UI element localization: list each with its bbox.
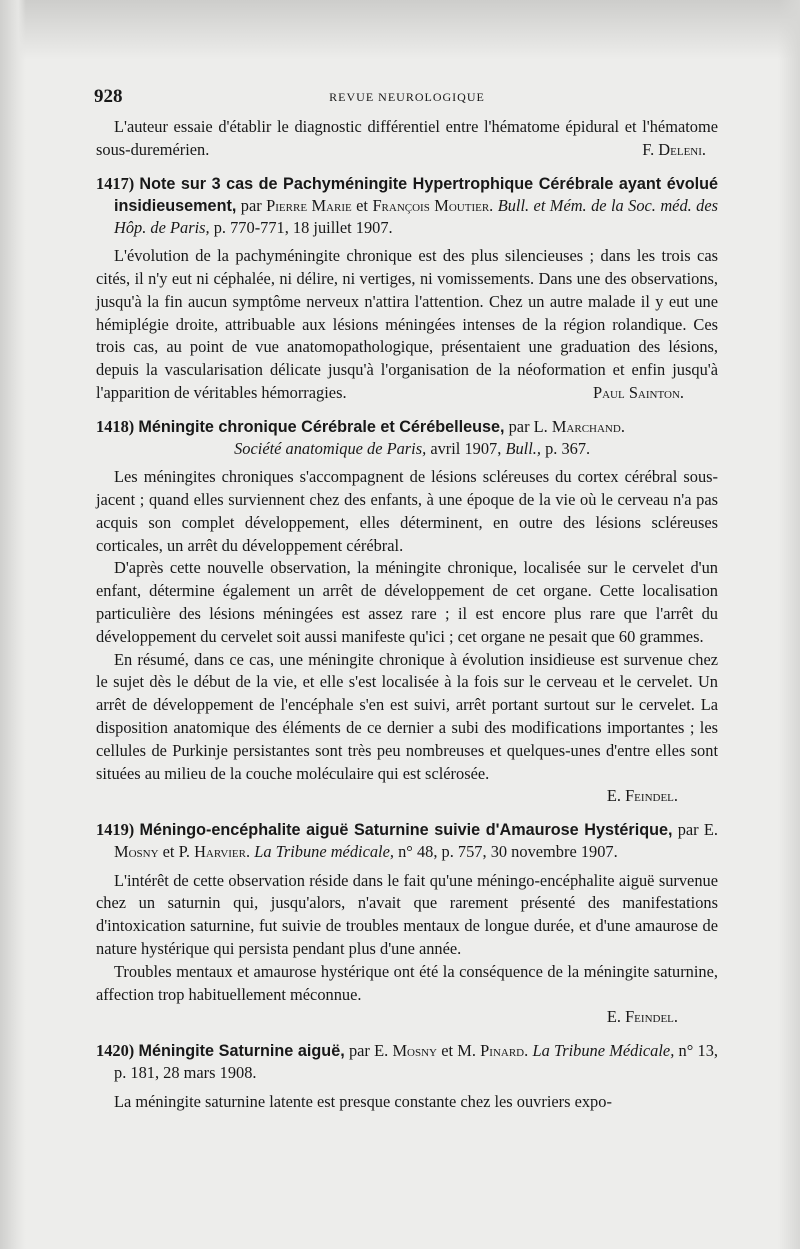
- by-word: par: [348, 1041, 370, 1061]
- author-1: E. Mosny: [114, 820, 718, 862]
- entry-1417: [96, 173, 718, 405]
- entry-1418: [96, 416, 718, 808]
- entry-signature: E. Feindel.: [606, 1007, 678, 1027]
- entry-signature: Paul Sainton.: [593, 382, 684, 402]
- entry-title: Méningite Saturnine aiguë,: [138, 1042, 345, 1061]
- entry-paragraph: [96, 245, 718, 405]
- source-bulletin: Bull.,: [505, 438, 541, 458]
- and-word: et: [441, 1041, 454, 1061]
- entry-number: 1418): [96, 416, 135, 436]
- entry-signature: E. Feindel.: [606, 786, 678, 806]
- entry-heading: [96, 416, 718, 460]
- running-head: [96, 86, 718, 112]
- entry-paragraph: Troubles mentaux et amaurose hystérique ont été la conséquence de la méningite saturnine, affection trop habituellement méconnue.: [96, 961, 718, 1004]
- source-pages-date: p. 770-771, 18 juillet 1907.: [213, 218, 393, 237]
- source-pages-date: avril 1907,: [430, 438, 502, 458]
- entry-1420: [96, 1040, 718, 1113]
- source-journal: La Tribune Médicale,: [532, 1041, 675, 1061]
- by-word: par: [508, 416, 530, 436]
- source-pages-date: n° 13, p. 181, 28 mars 1908.: [114, 1041, 719, 1083]
- entry-heading: [96, 173, 718, 240]
- entry-paragraph: D'après cette nouvelle observation, la méningite chronique, localisée sur le cervelet d'un enfant, détermine également un arrêt de développement de cet organe. Cette localisation particulière des lésions méningées est assez rare ; il est encore plus rare que l'arrêt du développement du cervelet soit aussi manifeste qu'ici ; cet organe ne pesait que 60 grammes.: [96, 558, 718, 646]
- source-journal: Société anatomique de Paris,: [234, 438, 427, 458]
- entry-paragraph: L'intérêt de cette observation réside dans le fait qu'une méningo-encéphalite aiguë survenue chez un saturnin qui, jusqu'alors, n'avait que rarement présenté des manifestations d'intoxication saturnine, fut suivie de troubles mentaux de longue durée, et d'une amaurose de nature hystérique qui persista pendant plus d'une année.: [96, 870, 718, 958]
- entry-heading: [96, 819, 718, 863]
- paragraph-text: L'évolution de la pachyméningite chronique est des plus silencieuses ; dans les trois cas cités, il n'y eut ni céphalée, ni délire, ni vertiges, ni vomissements. Dans une des observations, jusqu'à la fin aucun symptôme nerveux n'attira l'attention. Chez un autre malade il y eut une hémiplégie droite, attribuable aux lésions méningées intenses de la région rolandique. Ces trois cas, au point de vue anatomopathologique, présentaient une graduation des lésions, depuis la vascularisation délicate jusqu'à l'organisation de la néoformation et enfin jusqu'à l'apparition de véritables hémorragies.: [96, 246, 718, 402]
- author-2: M. Pinard.: [457, 1041, 529, 1061]
- entry-1419: [96, 819, 718, 1029]
- entry-paragraph: En résumé, dans ce cas, une méningite chronique à évolution insidieuse est survenue chez le sujet dès le début de la vie, et elle s'est localisée à la fois sur le cerveau et le cervelet. Un arrêt de développement de l'encéphale s'en est suivi, arrêt portant surtout sur le cervelet. La disposition anatomique des éléments de ce dernier a subi des modifications importantes ; les cellules de Purkinje persistantes sont très peu nombreuses et quelques-unes d'entre elles sont situées au milieu de la couche moléculaire qui est sclérosée.: [96, 649, 718, 783]
- by-word: par: [677, 820, 699, 840]
- entry-heading: [96, 1040, 718, 1084]
- source-pages: p. 367.: [545, 438, 591, 458]
- intro-paragraph: [96, 116, 718, 162]
- author-1: L. Marchand.: [533, 416, 625, 436]
- and-word: et: [356, 195, 368, 215]
- intro-signature: F. Deleni.: [642, 139, 706, 159]
- entry-number: 1417): [96, 173, 135, 193]
- author-2: François Moutier.: [372, 195, 494, 215]
- scan-shadow-right: [778, 0, 800, 1249]
- entry-title: Méningo-encéphalite aiguë Saturnine suivie d'Amaurose Hystérique,: [139, 821, 673, 840]
- intro-text: L'auteur essaie d'établir le diagnostic différentiel entre l'hématome épidural et l'hématome sous-duremérien.: [96, 117, 718, 159]
- page-number: 928: [94, 86, 123, 107]
- author-1: Pierre Marie: [266, 195, 352, 215]
- scan-shadow-top: [0, 0, 800, 60]
- entry-title: Note sur 3 cas de Pachyméningite Hypertrophique Cérébrale ayant évolué insidieusement,: [114, 174, 718, 215]
- entry-paragraph: Les méningites chroniques s'accompagnent de lésions scléreuses du cortex cérébral sous-jacent ; quand elles surviennent chez des enfants, à une époque de la vie où le cerveau n'a pas acquis son complet développement, elles déterminent, en outre des lésions scléreuses corticales, un arrêt du développement cérébral.: [96, 467, 718, 555]
- entry-paragraph: La méningite saturnine latente est presque constante chez les ouvriers expo-: [114, 1091, 612, 1111]
- source-pages-date: n° 48, p. 757, 30 novembre 1907.: [398, 842, 618, 862]
- source-journal: La Tribune médicale,: [254, 842, 394, 862]
- entry-number: 1420): [96, 1041, 135, 1061]
- entry-number: 1419): [96, 820, 135, 840]
- text-column: [96, 86, 718, 1113]
- source-journal: Bull. et Mém. de la Soc. méd. des Hôp. de Paris,: [114, 195, 719, 237]
- entry-title: Méningite chronique Cérébrale et Cérébelleuse,: [138, 417, 505, 436]
- journal-title: REVUE NEUROLOGIQUE: [329, 90, 485, 104]
- author-2: P. Harvier.: [178, 842, 251, 862]
- by-word: par: [240, 195, 262, 215]
- scan-shadow-left: [0, 0, 26, 1249]
- and-word: et: [162, 842, 175, 862]
- author-1: E. Mosny: [374, 1041, 437, 1061]
